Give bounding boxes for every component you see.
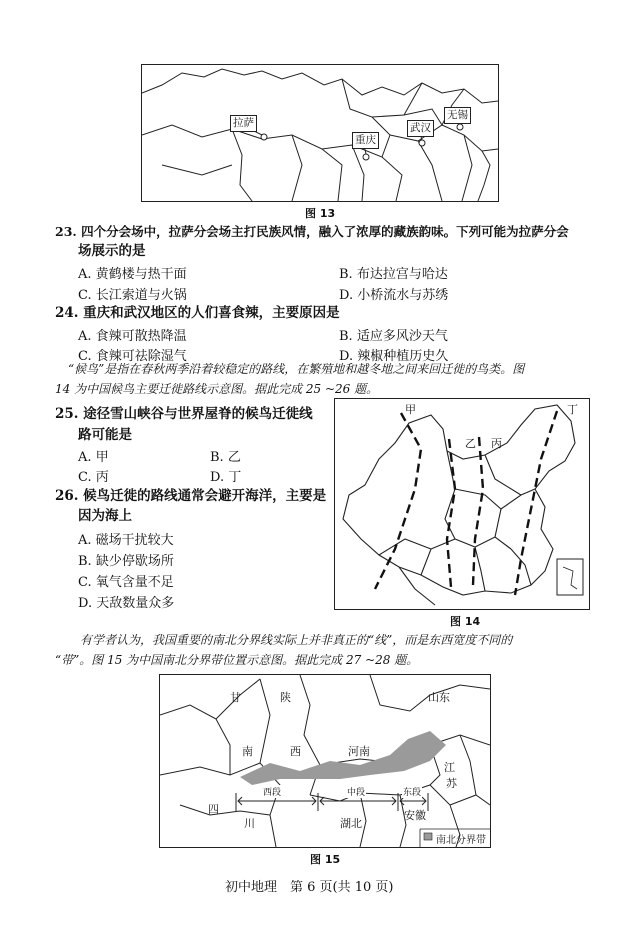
q23-stem-line2: 场展示的是 (78, 243, 146, 259)
province-jiang: 江 (444, 761, 455, 774)
province-shandong: 山东 (428, 691, 450, 704)
segment-east: 东段 (402, 785, 422, 798)
figure-15-map (159, 674, 491, 848)
page-footer: 初中地理 第 6 页(共 10 页) (225, 880, 394, 895)
intro-27-28-line2: “带”。图 15 为中国南北分界带位置示意图。据此完成 27 ~28 题。 (55, 653, 419, 667)
province-gan: 甘 (230, 691, 241, 704)
segment-west: 西段 (262, 785, 282, 798)
china-central-map-svg (142, 65, 498, 201)
q25-stem-line2: 路可能是 (78, 427, 132, 443)
figure-15-caption: 图 15 (310, 853, 341, 866)
city-label-wuxi: 无锡 (444, 107, 471, 124)
q24-stem: 24. 重庆和武汉地区的人们喜食辣，主要原因是 (55, 305, 340, 321)
province-shaan: 陕 (280, 691, 291, 704)
q24-option-b: B. 适应多风沙天气 (339, 329, 448, 344)
city-label-chongqing: 重庆 (352, 132, 379, 149)
q24-option-a: A. 食辣可散热降温 (78, 329, 187, 344)
route-label-yi: 乙 (465, 437, 476, 450)
figure-13-caption: 图 13 (305, 207, 336, 220)
route-label-jia: 甲 (405, 403, 416, 416)
q24-option-c: C. 食辣可祛除湿气 (78, 349, 187, 364)
city-label-lhasa: 拉萨 (230, 115, 257, 132)
province-su: 苏 (446, 777, 457, 790)
figure-14-map (334, 398, 590, 610)
province-si: 四 (208, 803, 219, 816)
intro-25-26-line1: “候鸟”是指在春秋两季沿着较稳定的路线，在繁殖地和越冬地之间来回迁徙的鸟类。图 (68, 362, 525, 376)
figure-14-caption: 图 14 (450, 615, 481, 628)
q23-option-d: D. 小桥流水与苏绣 (339, 288, 449, 303)
q26-stem-line1: 26. 候鸟迁徙的路线通常会避开海洋，主要是 (55, 488, 327, 504)
city-label-wuhan: 武汉 (407, 120, 434, 137)
q25-option-b: B. 乙 (210, 450, 241, 465)
province-xi: 西 (290, 745, 301, 758)
q25-stem-line1: 25. 途径雪山峡谷与世界屋脊的候鸟迁徙线 (55, 406, 313, 422)
q26-stem-line2: 因为海上 (78, 508, 132, 524)
route-label-ding: 丁 (567, 403, 578, 416)
q23-option-c: C. 长江索道与火锅 (78, 288, 187, 303)
q26-option-a: A. 磁场干扰较大 (78, 533, 174, 548)
q25-option-d: D. 丁 (210, 470, 242, 485)
q25-option-a: A. 甲 (78, 450, 109, 465)
q24-option-d: D. 辣椒种植历史久 (339, 349, 449, 364)
province-hubei: 湖北 (340, 817, 362, 830)
q23-stem-line1: 23. 四个分会场中，拉萨分会场主打民族风情，融入了浓厚的藏族韵味。下列可能为拉萨分会 (55, 224, 569, 239)
segment-middle: 中段 (346, 785, 366, 798)
q26-option-c: C. 氧气含量不足 (78, 575, 174, 590)
province-anhui: 安徽 (404, 809, 426, 822)
q23-option-a: A. 黄鹤楼与热干面 (78, 267, 187, 282)
q26-option-d: D. 天敌数量众多 (78, 596, 175, 611)
province-henan: 河南 (348, 745, 370, 758)
legend-label: 南北分界带 (436, 835, 486, 846)
china-migration-map-svg (335, 399, 589, 609)
route-label-bing: 丙 (491, 437, 502, 450)
q23-option-b: B. 布达拉宫与哈达 (339, 267, 448, 282)
q26-option-b: B. 缺少停歇场所 (78, 554, 174, 569)
figure-13-map (141, 64, 499, 202)
intro-27-28-line1: 有学者认为，我国重要的南北分界线实际上并非真正的“线”，而是东西宽度不同的 (80, 633, 513, 647)
q25-option-c: C. 丙 (78, 470, 109, 485)
province-chuan: 川 (244, 817, 255, 830)
intro-25-26-line2: 14 为中国候鸟主要迁徙路线示意图。据此完成 25 ~26 题。 (55, 382, 379, 396)
province-nan: 南 (242, 745, 253, 758)
